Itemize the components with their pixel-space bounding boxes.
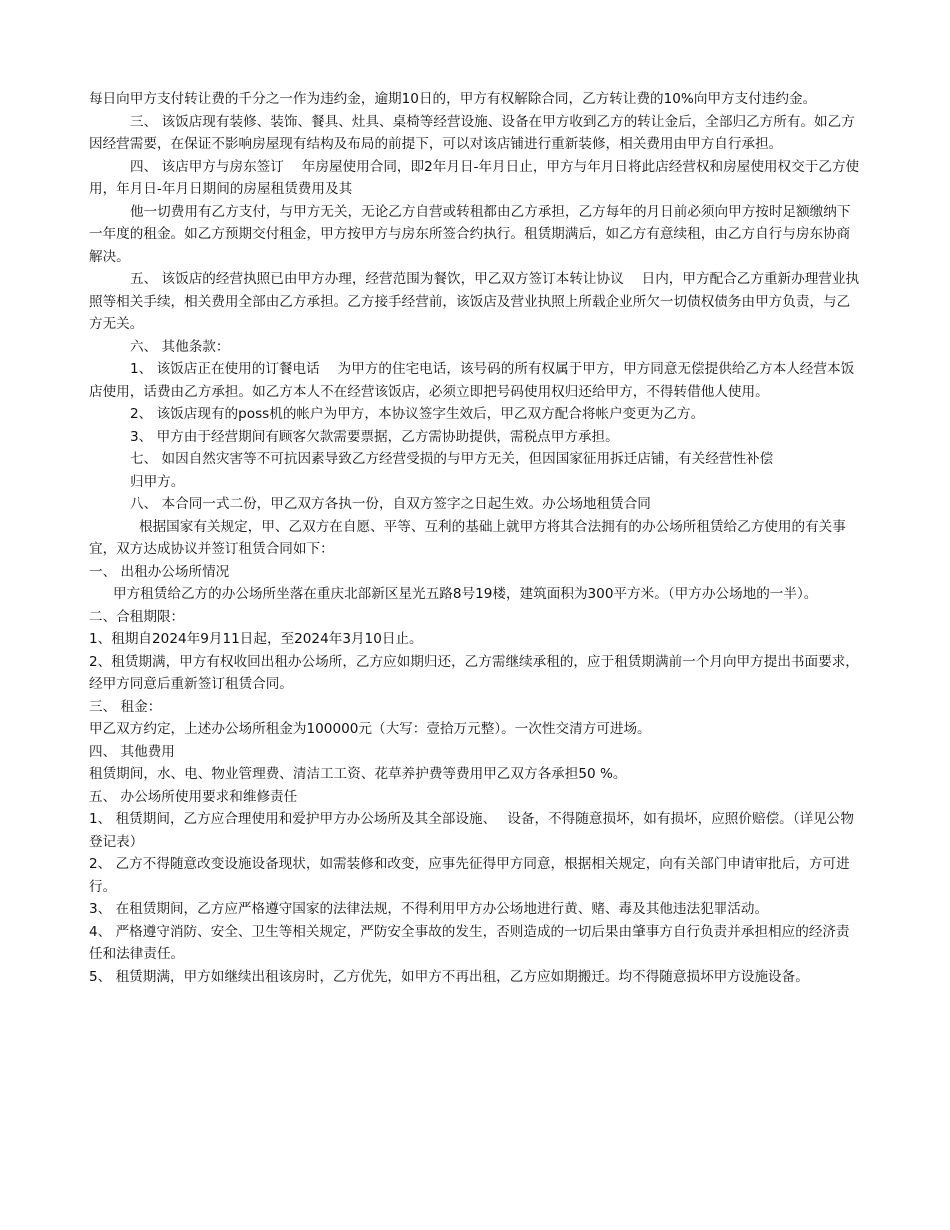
paragraph-lease-premises: 甲方租赁给乙方的办公场所坐落在重庆北部新区星光五路8号19楼，建筑面积为300平方米。（甲方办公场地的一半）。	[113, 586, 818, 602]
paragraph-lease-use-5: 5、 租赁期满，甲方如继续出租该房时，乙方优先，如甲方不再出租，乙方应如期搬迁。均不得随意损坏甲方设施设备。	[89, 968, 809, 985]
heading-lease-section-5: 五、 办公场所使用要求和维修责任	[89, 788, 298, 805]
paragraph-lease-use-4: 4、 严格遵守消防、安全、卫生等相关规定，严防安全事故的发生，否则造成的一切后果由肇事方自行负责并承担相应的经济责任和法律责任。	[89, 923, 850, 962]
paragraph-clause-7: 七、 如因自然灾害等不可抗因素导致乙方经营受损的与甲方无关，但因国家征用拆迁店铺，有关经营性补偿	[130, 451, 774, 467]
heading-lease-section-2: 二、合租期限：	[89, 608, 185, 625]
paragraph-lease-rent: 甲乙双方约定，上述办公场所租金为100000元（大写：壹拾万元整）。一次性交清方可进场。	[89, 721, 651, 737]
paragraph-lease-preamble: 根据国家有关规定，甲、乙双方在自愿、平等、互利的基础上就甲方将其合法拥有的办公场所租赁给乙方使用的有关事宜，双方达成协议并签订租赁合同如下：	[89, 518, 846, 557]
paragraph-lease-use-1: 1、 租赁期间，乙方应合理使用和爱护甲方办公场所及其全部设施、 设备，不得随意损坏，如有损坏，应照价赔偿。（详见公物登记表）	[89, 811, 854, 850]
heading-lease-section-3: 三、 租金：	[89, 698, 162, 715]
paragraph-clause-5: 五、 该饭店的经营执照已由甲方办理，经营范围为餐饮，甲乙双方签订本转让协议 日内，甲方配合乙方重新办理营业执照等相关手续，相关费用全部由乙方承担。乙方接手经营前，该饭店及营业执照上所载企业所欠一切债权债务由甲方负责，与乙方无关。	[89, 271, 860, 332]
paragraph-clause-6-item-3: 3、 甲方由于经营期间有顾客欠款需要票据，乙方需协助提供，需税点甲方承担。	[130, 428, 619, 445]
paragraph-lease-use-3: 3、 在租赁期间，乙方应严格遵守国家的法律法规，不得利用甲方办公场地进行黄、赌、毒及其他违法犯罪活动。	[89, 901, 769, 917]
heading-lease-section-4: 四、 其他费用	[89, 743, 175, 760]
paragraph-clause-8: 八、 本合同一式二份，甲乙双方各执一份，自双方签字之日起生效。办公场地租赁合同	[130, 496, 651, 512]
paragraph-clause-6-item-2: 2、 该饭店现有的poss机的帐户为甲方，本协议签字生效后，甲乙双方配合将帐户变更为乙方。	[130, 406, 705, 422]
paragraph-clause-4-continued: 他一切费用有乙方支付，与甲方无关，无论乙方自营或转租都由乙方承担，乙方每年的月日前必须向甲方按时足额缴纳下一年度的租金。如乙方预期交付租金，甲方按甲方与房东所签合约执行。租赁期满后，如乙方有意续租，由乙方自行与房东协商解决。	[89, 203, 851, 265]
paragraph-clause-4: 四、 该店甲方与房东签订 年房屋使用合同，即2年月日-年月日止，甲方与年月日将此店经营权和房屋使用权交于乙方使用，年月日-年月日期间的房屋租赁费用及其	[89, 158, 860, 197]
document-body	[89, 88, 861, 988]
paragraph-clause-6-heading: 六、 其他条款：	[130, 338, 230, 355]
paragraph-lease-term-1: 1、租期自2024年9月11日起，至2024年3月10日止。	[89, 631, 423, 647]
heading-lease-section-1: 一、 出租办公场所情况	[89, 563, 230, 580]
paragraph-lease-other-fees: 租赁期间，水、电、物业管理费、清洁工工资、花草养护费等费用甲乙双方各承担50 %。	[89, 766, 627, 782]
paragraph-lease-use-2: 2、 乙方不得随意改变设施设备现状，如需装修和改变，应事先征得甲方同意，根据相关规定，向有关部门申请审批后，方可进行。	[89, 856, 850, 895]
paragraph-clause-3: 三、 该饭店现有装修、装饰、餐具、灶具、桌椅等经营设施、设备在甲方收到乙方的转让金后，全部归乙方所有。如乙方因经营需要，在保证不影响房屋现有结构及布局的前提下，可以对该店铺进行重新装修，相关费用由甲方自行承担。	[89, 113, 855, 152]
paragraph-clause-6-item-1: 1、 该饭店正在使用的订餐电话 为甲方的住宅电话，该号码的所有权属于甲方，甲方同意无偿提供给乙方本人经营本饭店使用，话费由乙方承担。如乙方本人不在经营该饭店，必须立即把号码使用权归还给甲方，不得转借他人使用。	[89, 361, 855, 400]
paragraph-lease-term-2: 2、租赁期满，甲方有权收回出租办公场所，乙方应如期归还，乙方需继续承租的，应于租赁期满前一个月向甲方提出书面要求，经甲方同意后重新签订租赁合同。	[89, 653, 859, 692]
paragraph-penalty: 每日向甲方支付转让费的千分之一作为违约金，逾期10日的，甲方有权解除合同，乙方转让费的10%向甲方支付违约金。	[89, 91, 817, 107]
paragraph-clause-7-continued: 归甲方。	[130, 473, 185, 490]
